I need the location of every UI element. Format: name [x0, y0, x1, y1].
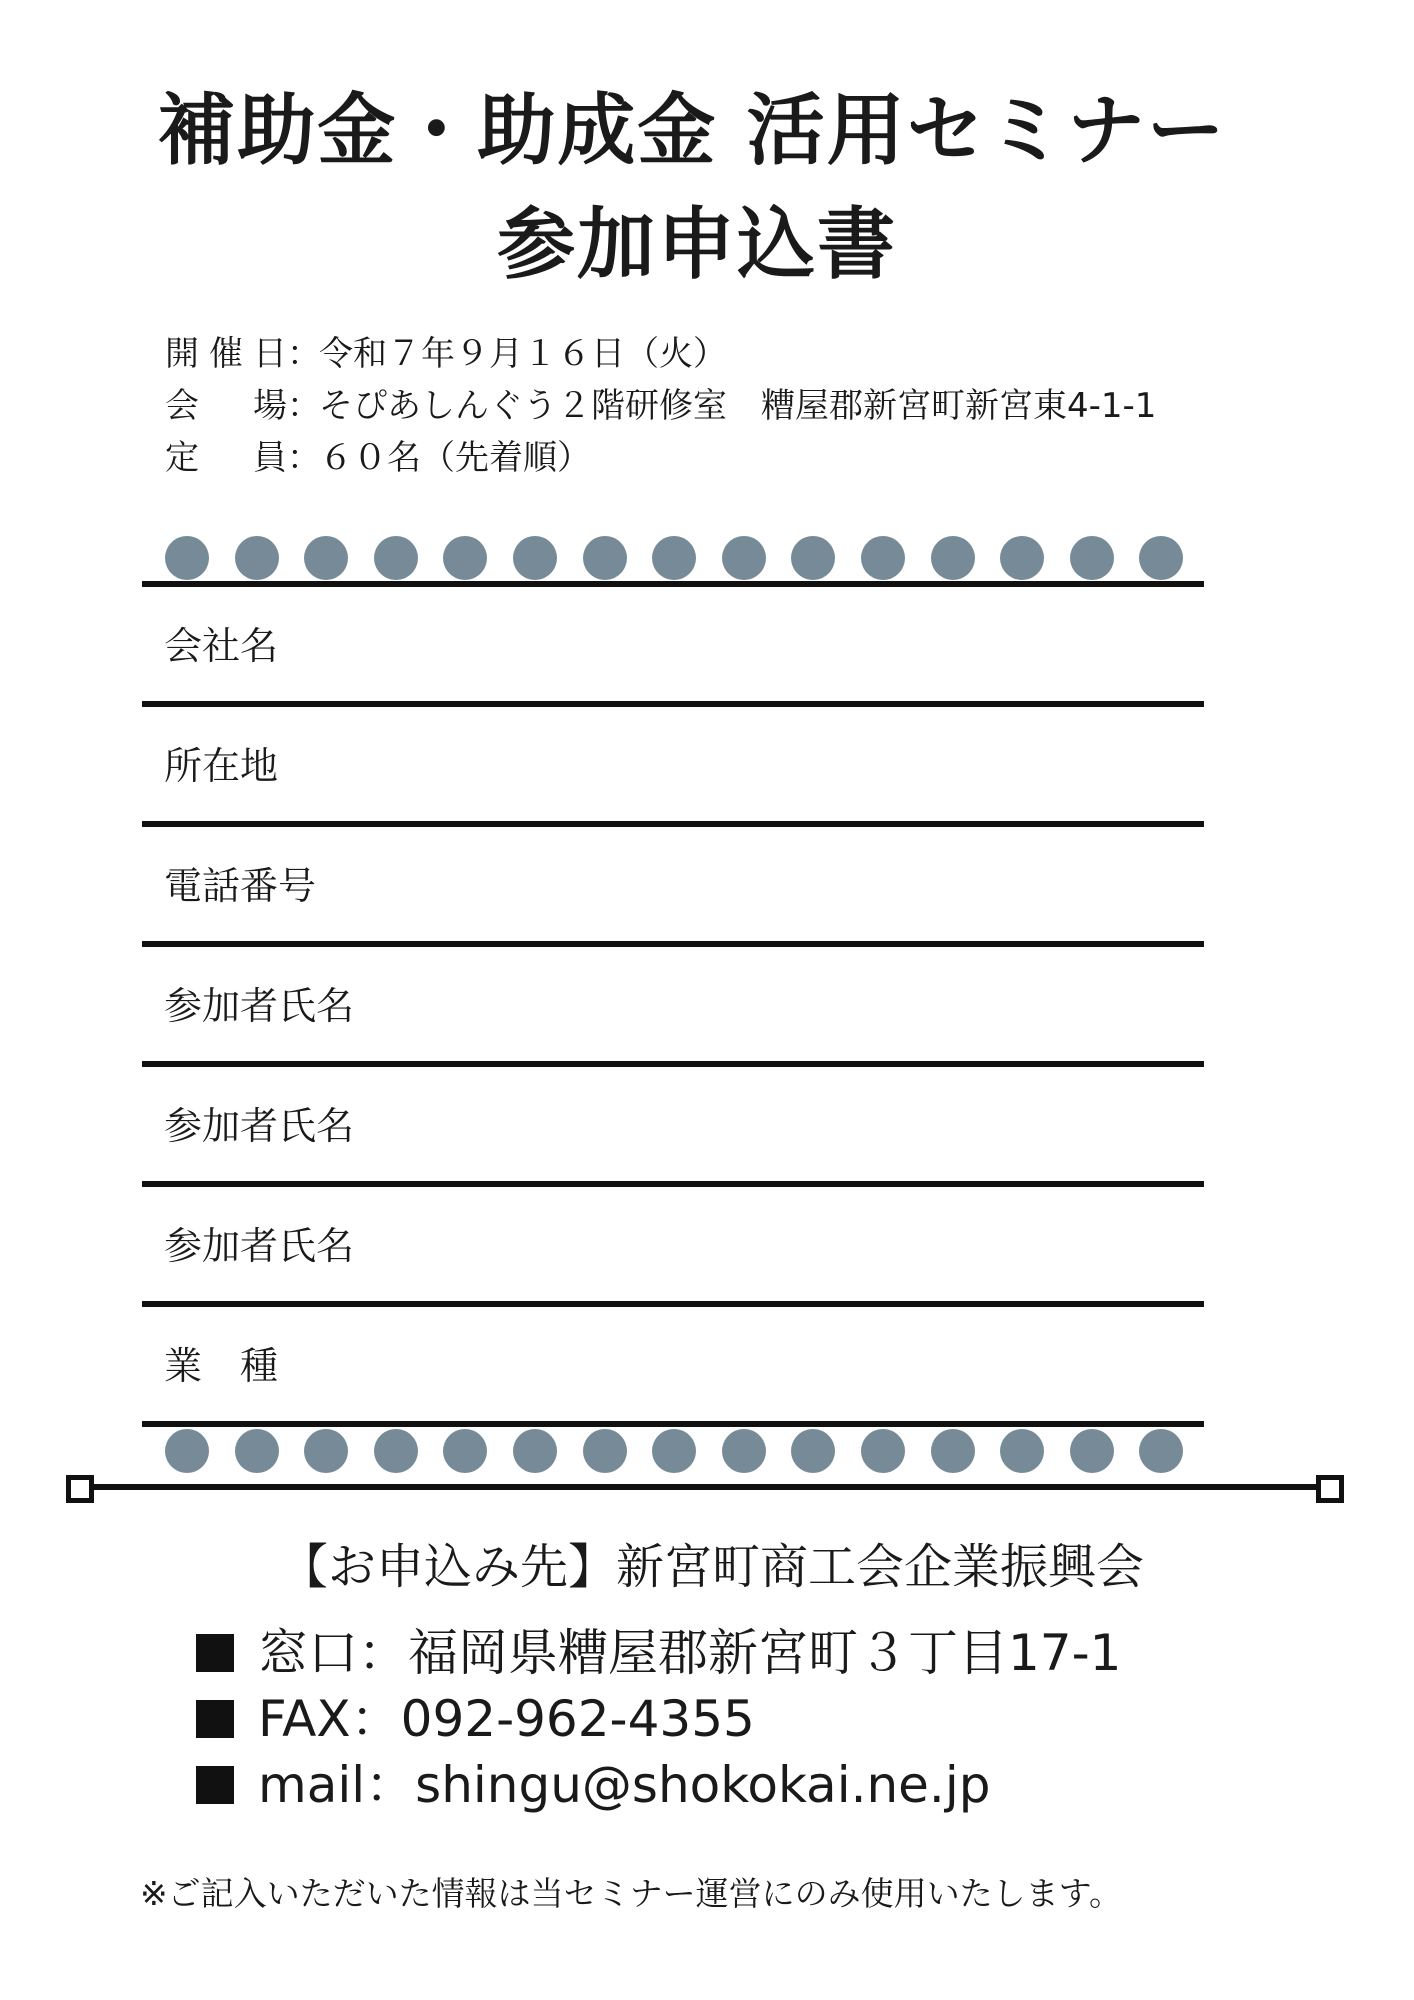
page-subtitle: 参加申込書	[496, 200, 897, 290]
event-venue-colon: ：	[287, 386, 321, 426]
decorative-dot	[722, 536, 766, 580]
contact-office-value: 福岡県糟屋郡新宮町３丁目17-1	[408, 1624, 1122, 1682]
event-date-colon: ：	[287, 334, 321, 374]
contact-list	[196, 1620, 1121, 1818]
decorative-dot	[931, 1429, 975, 1473]
decorative-dot	[443, 1429, 487, 1473]
form-row-participant-1[interactable]	[142, 941, 1204, 1061]
decorative-dot	[513, 1429, 557, 1473]
industry-label: 業 種	[164, 1344, 279, 1388]
decorative-dot	[1000, 1429, 1044, 1473]
decorative-dots-bottom	[145, 1429, 1200, 1475]
form-row-industry[interactable]	[142, 1301, 1204, 1427]
decorative-dot	[304, 536, 348, 580]
decorative-dot	[861, 536, 905, 580]
decorative-dot	[931, 536, 975, 580]
event-capacity-row	[165, 432, 1156, 484]
decorative-dot	[443, 536, 487, 580]
contact-mail-colon: ：	[365, 1756, 416, 1814]
event-capacity-colon: ：	[287, 438, 321, 478]
contact-office-label: 窓口	[258, 1624, 358, 1682]
event-venue-value: そぴあしんぐう２階研修室 糟屋郡新宮町新宮東4-1-1	[319, 386, 1157, 426]
application-heading: 【お申込み先】新宮町商工会企業振興会	[279, 1539, 1144, 1595]
address-label: 所在地	[164, 744, 279, 788]
decorative-dot	[513, 536, 557, 580]
event-capacity-label: 定員	[165, 438, 287, 478]
decorative-dots-top	[145, 536, 1200, 582]
contact-fax-value: 092-962-4355	[400, 1690, 755, 1748]
decorative-dot	[791, 1429, 835, 1473]
event-venue-row	[165, 380, 1156, 432]
contact-fax-colon: ：	[350, 1690, 401, 1748]
decorative-dot	[374, 536, 418, 580]
decorative-dot	[165, 536, 209, 580]
bullet-square-icon	[196, 1700, 234, 1738]
contact-fax-label: FAX	[258, 1690, 351, 1748]
decorative-dot	[583, 536, 627, 580]
decorative-dot	[791, 536, 835, 580]
privacy-note: ※ご記入いただいた情報は当セミナー運営にのみ使用いたします。	[140, 1874, 1123, 1913]
bullet-square-icon	[196, 1634, 234, 1672]
decorative-dot	[1139, 1429, 1183, 1473]
decorative-dot	[304, 1429, 348, 1473]
bullet-square-icon	[196, 1766, 234, 1804]
form-row-phone[interactable]	[142, 821, 1204, 941]
contact-mail-label: mail	[258, 1756, 366, 1814]
contact-office-colon: ：	[358, 1624, 408, 1682]
decorative-dot	[722, 1429, 766, 1473]
form-row-company[interactable]	[142, 581, 1204, 701]
contact-fax	[196, 1686, 1121, 1752]
divider-end-right-icon	[1316, 1475, 1344, 1503]
decorative-dot	[1070, 1429, 1114, 1473]
page-title: 補助金・助成金 活用セミナー	[157, 86, 1227, 176]
application-form	[142, 581, 1204, 1427]
decorative-dot	[583, 1429, 627, 1473]
form-row-address[interactable]	[142, 701, 1204, 821]
event-date-value: 令和７年９月１６日（火）	[319, 334, 727, 374]
participant-name-label-3: 参加者氏名	[164, 1224, 355, 1268]
decorative-dot	[652, 536, 696, 580]
event-info	[165, 328, 1156, 484]
participant-name-label-2: 参加者氏名	[164, 1104, 355, 1148]
event-date-label: 開催日	[165, 334, 287, 374]
form-row-participant-2[interactable]	[142, 1061, 1204, 1181]
decorative-dot	[235, 1429, 279, 1473]
decorative-dot	[1070, 536, 1114, 580]
event-capacity-value: ６０名（先着順）	[319, 438, 591, 478]
company-name-label: 会社名	[164, 624, 279, 668]
divider-end-left-icon	[66, 1475, 94, 1503]
decorative-dot	[374, 1429, 418, 1473]
contact-office	[196, 1620, 1121, 1686]
participant-name-label-1: 参加者氏名	[164, 984, 355, 1028]
decorative-dot	[1000, 536, 1044, 580]
contact-mail-value[interactable]: shingu@shokokai.ne.jp	[415, 1756, 991, 1814]
decorative-dot	[652, 1429, 696, 1473]
contact-mail	[196, 1752, 1121, 1818]
decorative-dot	[235, 536, 279, 580]
section-divider	[72, 1484, 1342, 1490]
form-row-participant-3[interactable]	[142, 1181, 1204, 1301]
decorative-dot	[165, 1429, 209, 1473]
event-date-row	[165, 328, 1156, 380]
phone-number-label: 電話番号	[164, 864, 317, 908]
event-venue-label: 会場	[165, 386, 287, 426]
decorative-dot	[861, 1429, 905, 1473]
decorative-dot	[1139, 536, 1183, 580]
